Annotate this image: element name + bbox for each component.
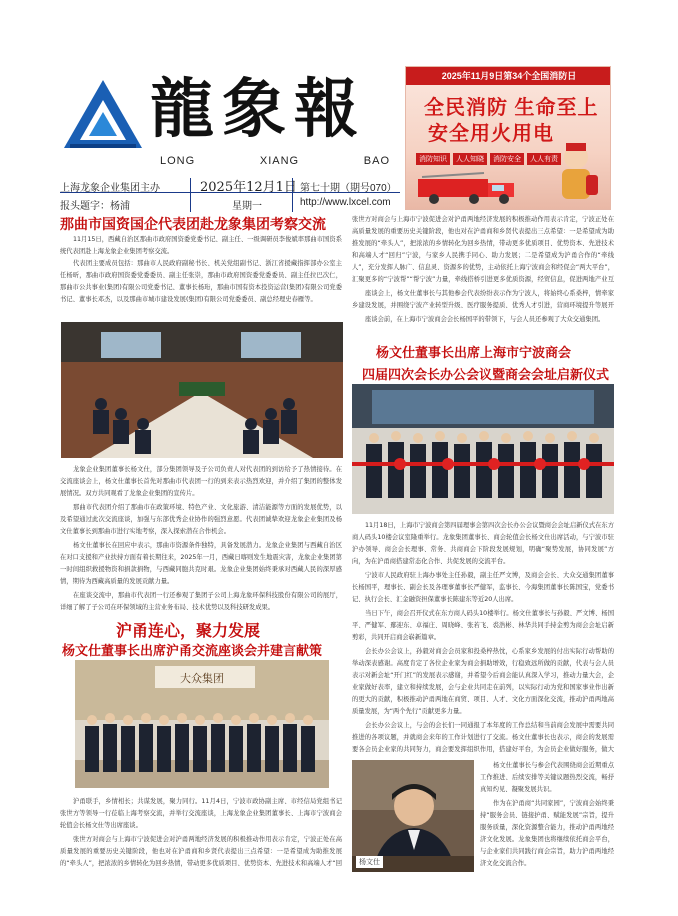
article2-paragraph: 沪甬联手，乡情相长；共谋发展，聚力同行。11月4日，宁波市政协副主席、市经信局党组书记张世方等领导一行莅临上海考察交流，并举行交流座谈，上海龙象企业集团董事长、上海市宁波商会轮值会长杨文仕等出席座谈。: [60, 798, 342, 829]
newspaper-title: 龍象報: [150, 72, 366, 147]
divider: [190, 178, 191, 212]
article1-paragraph: 在座谈交流中，那曲市代表团一行还参观了集团子公司上海龙象环保科技股份有限公司的展厅，详细了解了子公司在环保领域的主营业务布局、技术优势以及科技研发成果。: [60, 592, 342, 611]
article3-paragraph: 当日下午，商会召开仪式在东方商人码头10楼举行。杨文仕董事长与孙毅、严文博、杨国平、严健军、鄢迎东、卓福庄、周晓峰、张若飞、裘浩彬、林华共同手持金剪为商会会址启新剪彩，共同开启商会崭新篇章。: [352, 610, 614, 641]
portrait-name-label: 杨文仕: [356, 856, 383, 868]
longxiang-logo-icon: [62, 78, 144, 150]
article2-subheadline: 杨文仕董事长出席沪甬交流座谈会并建言献策: [62, 643, 323, 658]
article2-paragraph: 座谈会前，在上海市宁波商会会长杨国平的带领下，与会人员还参观了大众交通集团。: [365, 316, 605, 323]
article2-paragraph: 张世方对商会与上海市宁波促进会对沪甬两地经济发展的积极推动作用表示肯定，宁波正处在高质量发展的重要历史关键阶段，他也对在沪甬商和乡贤代表提出三点希望：一是希望成为助推发展的“牵头人”，把浓浓的乡情转化为回乡热情，带动更多优质项目、优势资本、先进技术和高端人才“回: [60, 836, 342, 867]
fire-safety-poster: [405, 66, 611, 210]
article3-paragraph: 作为在沪甬商“共同家园”，宁波商会始终秉持“服务会员、链接护甬、赋能发展”宗旨，提升服务质量，深化资源整合能力，推动沪甬两地经济文化发展。龙象集团也将继续依托商会平台，与企业家们共同践行商会宗旨，助力沪甬两地经济文化交流合作。: [480, 800, 614, 867]
mascot-icon: [546, 139, 606, 209]
title-en-word: LONG: [160, 155, 196, 167]
article1-headline: 那曲市国资国企代表团赴龙象集团考察交流: [60, 216, 326, 232]
poster-tag: 消防知识: [416, 153, 450, 165]
sponsor-text: 上海龙象企业集团主办: [60, 183, 160, 194]
article1-paragraph: 代表团主要成员包括：那曲市人民政府副秘书长、机关党组副书记、浙江省援藏指挥部办公室主任杨昕，那曲市政府国资委党委委员、副主任张崇，那曲市政府国资委党委委员、副主任拉巴次仁，那曲市公共事业(集团)有限公司党委书记、董事长杨珩，那曲市国有资本投资运营(集团)有限公司党委书记、董事长邓杰，以及那曲市城市建设发展(集团)有限公司党委委员、副总经理史春雁等。: [60, 260, 342, 303]
article2-paragraph-continued: 张世方对商会与上海市宁波促进会对沪甬两地经济发展的积极推动作用表示肯定，宁波正处在高质量发展的重要历史关键阶段，他也对在沪甬商和乡贤代表提出三点希望：一是希望成为助推发展的“牵头人”，把浓浓的乡情转化为回乡热情，带动更多优质项目、优势资本、先进技术和高端人才“回归”宁波，与家乡人民携手同心、助力发展；二是希望成为沪甬合作的“牵线人”，充分发挥人脉广、信息灵、资源多的优势，主动依托上海宁波商会和经促会“两大平台”，汇聚更多的“宁波帮”“帮宁波”力量，牵线搭桥引进更多优质资源，经贸信息，促进两地产业互: [352, 216, 614, 283]
photo-sign-text: 大众集团: [180, 672, 224, 685]
poster-tag: 人人知晓: [453, 153, 487, 165]
newspaper-title-english: [160, 155, 390, 171]
publication-info-bar: [60, 178, 400, 212]
poster-tag: 消防安全: [490, 153, 524, 165]
poster-slogan-1: 全民消防 生命至上: [424, 97, 599, 119]
poster-banner: 2025年11月9日第34个全国消防日: [406, 67, 611, 85]
article3-paragraph: 杨文仕董事长与参会代表围绕商会近期重点工作推进、后续安排等关键议题热烈交流，畅抒真知灼见、凝聚发展共识。: [480, 762, 614, 793]
website-link[interactable]: http://www.lxcel.com: [300, 197, 391, 208]
issue-number: 第七十期（期号070）: [300, 183, 397, 194]
article1-paragraph: 杨文仕董事长在回应中表示，那曲市资源条件独特，具备发展潜力。龙象企业集团与西藏自治区在对口支援和产业扶持方面有着长期往来，2025年一月，西藏日喀则发生地震灾害，龙象企业集团第一时间组织救援物资和捐款捐物，与西藏同胞共克时艰。龙象企业集团始终秉承对西藏人民的深厚感情，期待为西藏高质量的发展贡献力量。: [60, 542, 342, 585]
poster-tag: 人人有责: [527, 153, 561, 165]
article3-paragraph: 会长办公会议上，与会的会长们一同通报了本年度的工作总结和当前商会发展中需要共同推进的各项议题，并就商会来年的工作计划进行了交流。杨文仕董事长也表示，商会的发展需要各会员企业家的共同努力，商会要发挥组织作用，搭建好平台，为会员企业做好服务，做大: [352, 722, 614, 753]
article3-paragraph: 11月18日，上海市宁波商会第四届理事会第四次会长办公会议暨商会会址启新仪式在东方商人码头10楼会议室隆重举行。龙象集团董事长、商会轮值会长杨文仕出席活动，与宁波市驻沪办领导、商会会长理事、常务、共商商会下阶段发展规划，明确“聚势发展，协同发展”方向，为在沪甬商搭建常态化合作、共促发展的交流平台。: [352, 522, 614, 565]
publication-date: 2025年12月1日: [200, 180, 297, 195]
article1-paragraph: 龙象企业集团董事长杨文仕，部分集团领导及子公司负责人对代表团的到访给予了热情接待。在交流座谈会上，杨文仕董事长首先对那曲市代表团一行的到来表示热烈欢迎，并介绍了集团的整体发展情况。双方共同观看了龙象企业集团的宣传片。: [60, 466, 342, 497]
article2-headline: 沪甬连心，聚力发展: [116, 623, 261, 640]
title-en-word: BAO: [363, 155, 390, 167]
article3-headline: 杨文仕董事长出席上海市宁波商会: [376, 345, 572, 360]
article1-paragraph: 那曲市代表团介绍了那曲市在政策环境、特色产业、文化旅游、清洁能源等方面的发展优势，以及希望通过此次交流座谈，加强与东部优秀企业协作的强烈意愿。代表团诚挚欢迎龙象企业集团及杨文仕董事长到那曲市进行实地考察，深入探索潜在合作机会。: [60, 504, 342, 535]
article1-paragraph: 11月15日，西藏自治区那曲市政府国资委党委书记、副主任、一级调研员李俊斌率那曲市国资系统代表团赴上海龙象企业集团考察交流。: [60, 236, 342, 255]
article3-paragraph: 会长办公会议上，孙毅对商会会员家和投桑梓热忱，心系家乡发展的付出实际行动帮助的举动深表感谢。高度肯定了各位企业家为商会捐助增效，行稳致远所做的贡献，代表与会人员表示对新会址“开门红”的发展表示感谢，并希望今后商会能认真深入学习，推动力量大会，企业家做好表率，建立和持续发展，会与企业共同走在前列，以实际行动为党和国家事业作出新的更大的贡献，积极推动沪甬两地在商贸、项目、人才、文化方面深化交流，推动沪甬两地高质量发展，为“两个先行”贡献更多力量。: [352, 648, 614, 715]
weekday: 星期一: [232, 201, 262, 212]
poster-slogan-2: 安全用火用电: [428, 123, 554, 145]
fire-truck-icon: [414, 171, 524, 205]
article3-paragraph: 宁波市人民政府驻上海办事处主任孙毅，副主任严文博，及商会会长、大众交通集团董事长杨国平，理事长、副会长及各理事董事长严健军，监事长、今海集团董事长陈国宝，党委书记、执行会长、汇金融资担保董事长陈建东等近20人出席。: [352, 572, 614, 603]
meeting-photo: [61, 322, 343, 458]
portrait-photo: [352, 760, 474, 872]
poster-tags: [416, 153, 561, 165]
inscription-text: 报头题字：杨浦: [60, 201, 130, 212]
article2-paragraph: 座谈会上，杨文仕董事长与其他参会代表纷纷表示作为宁波人，将始终心系桑梓，情牵家乡建设发展，并围绕宁波产业转型升级、医疗服务提质、优秀人才引进，营商环境提升等展开: [352, 290, 614, 309]
title-en-word: XIANG: [259, 155, 300, 167]
article3-subheadline: 四届四次会长办公会议暨商会会址启新仪式: [362, 367, 610, 382]
masthead: [0, 0, 678, 212]
ribbon-cutting-photo: [352, 384, 614, 514]
group-photo: [75, 660, 329, 788]
